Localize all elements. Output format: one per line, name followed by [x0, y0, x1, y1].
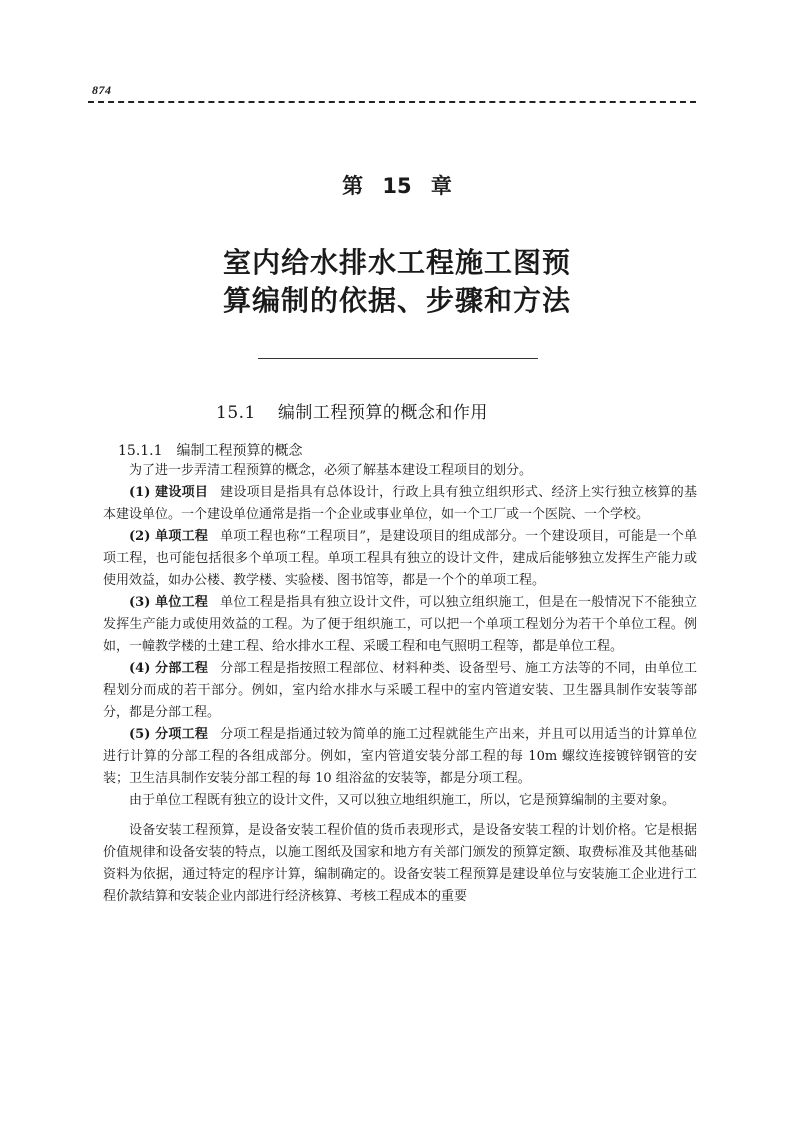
section-heading: [216, 398, 488, 423]
chapter-number: 第 15 章: [342, 174, 452, 198]
paragraph-budget-object: 由于单位工程既有独立的设计文件，又可以独立地组织施工，所以，它是预算编制的主要对象。: [129, 793, 676, 808]
term-unit-project: (3) 单位工程: [129, 595, 209, 610]
paragraph-construction-project: [103, 482, 697, 526]
chapter-title: [0, 244, 794, 320]
paragraph-intro: 为了进一步弄清工程预算的概念，必须了解基本建设工程项目的划分。: [129, 463, 533, 478]
subsection-heading: [118, 440, 303, 460]
definition-single-project: 单项工程也称“工程项目”，是建设项目的组成部分。一个建设项目，可能是一个单项工程，也可能包括很多个单项工程。单项工程具有独立的设计文件，建成后能够独立发挥生产能力或使用效益，如办公楼、教学楼、实验楼、图书馆等，都是一个个的单项工程。: [103, 529, 698, 588]
term-construction-project: (1) 建设项目: [129, 485, 209, 500]
definition-unit-project: 单位工程是指具有独立设计文件，可以独立组织施工，但是在一般情况下不能独立发挥生产能力或使用效益的工程。为了便于组织施工，可以把一个单项工程划分为若干个单位工程。例如，一幢教学楼的土建工程、给水排水工程、采暖工程和电气照明工程等，都是单位工程。: [103, 595, 697, 654]
chapter-title-line-1: 室内给水排水工程施工图预: [222, 246, 571, 279]
paragraph-unit-project: [103, 592, 697, 658]
section-title: 编制工程预算的概念和作用: [277, 403, 488, 423]
page-number: 874: [92, 83, 112, 97]
paragraph-division-project: [103, 658, 697, 724]
body-text: [103, 460, 697, 908]
term-division-project: (4) 分部工程: [129, 661, 209, 676]
title-rule: [258, 358, 538, 359]
paragraph-item-project: [103, 724, 697, 790]
chapter-title-line-2: 算编制的依据、步骤和方法: [222, 284, 571, 317]
subsection-number: 15.1.1: [118, 443, 163, 459]
definition-division-project: 分部工程是指按照工程部位、材料种类、设备型号、施工方法等的不同，由单位工程划分而成的若干部分。例如，室内给水排水与采暖工程中的室内管道安装、卫生器具制作安装等部分，都是分部工程。: [103, 661, 697, 720]
term-item-project: (5) 分项工程: [129, 727, 209, 742]
definition-construction-project: 建设项目是指具有总体设计，行政上具有独立组织形式、经济上实行独立核算的基本建设单位。一个建设单位通常是指一个企业或事业单位，如一个工厂或一个医院、一个学校。: [103, 485, 697, 522]
paragraph-single-project: [103, 526, 697, 592]
paragraph-installation-budget: 设备安装工程预算，是设备安装工程价值的货币表现形式，是设备安装工程的计划价格。它是根据价值规律和设备安装的特点，以施工图纸及国家和地方有关部门颁发的预算定额、取费标准及其他基础资料为依据，通过特定的程序计算，编制确定的。设备安装工程预算是建设单位与安装施工企业进行工程价款结算和安装企业内部进行经济核算、考核工程成本的重要: [103, 823, 697, 904]
header-rule: [88, 101, 696, 103]
definition-item-project: 分项工程是指通过较为简单的施工过程就能生产出来，并且可以用适当的计算单位进行计算的分部工程的各组成部分。例如，室内管道安装分部工程的每 10m 螺纹连接镀锌钢管的安装；卫生洁具制作安装分部工程的每 10 组浴盆的安装等，都是分项工程。: [103, 727, 697, 786]
section-number: 15.1: [216, 403, 256, 423]
term-single-project: (2) 单项工程: [129, 529, 209, 544]
subsection-title: 编制工程预算的概念: [176, 443, 303, 459]
